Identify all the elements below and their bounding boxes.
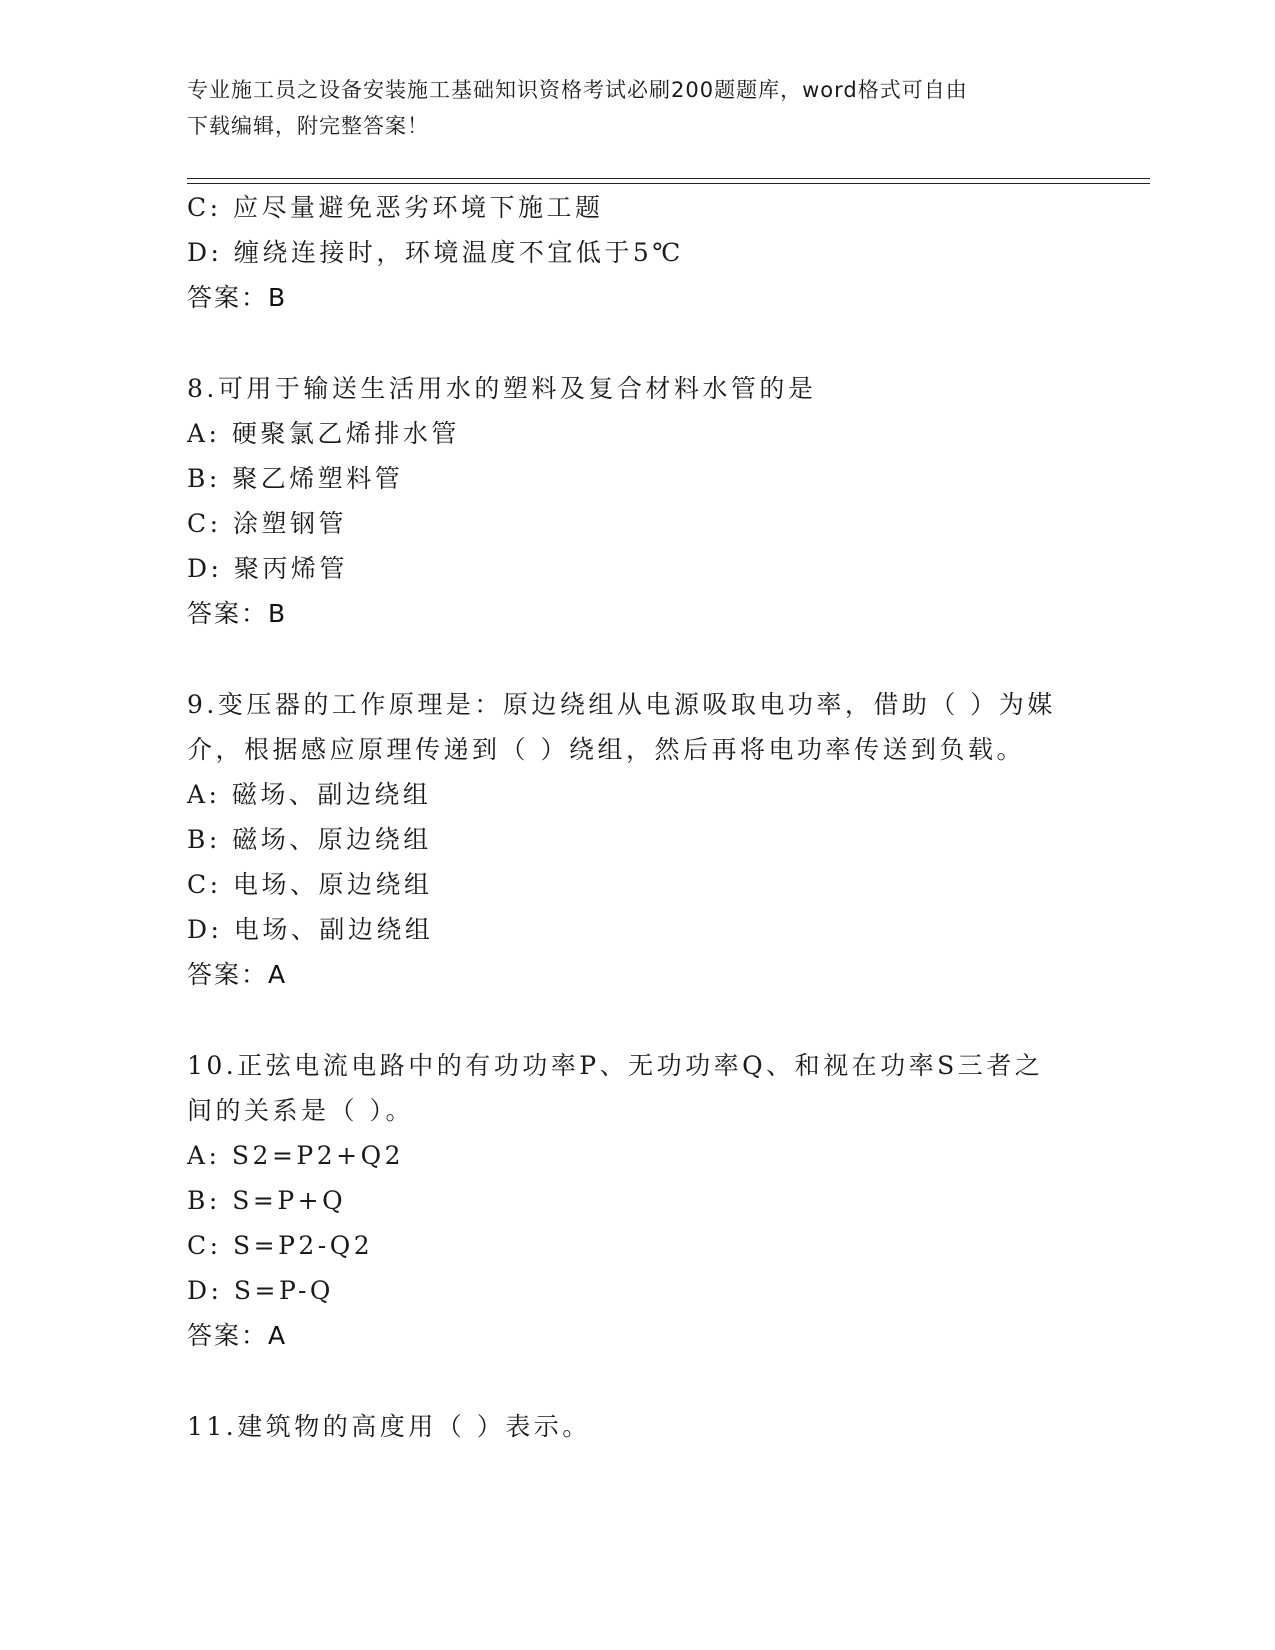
q8-question: 8.可用于输送生活用水的塑料及复合材料水管的是 bbox=[187, 374, 817, 403]
header-title-line-1: 专业施工员之设备安装施工基础知识资格考试必刷200题题库，word格式可自由 bbox=[187, 78, 968, 102]
q10-option-a: A: S2=P2+Q2 bbox=[187, 1141, 404, 1170]
q7-answer: 答案：B bbox=[187, 283, 288, 312]
q8-option-d: D: 聚丙烯管 bbox=[187, 554, 348, 583]
q8-option-a: A: 硬聚氯乙烯排水管 bbox=[187, 419, 460, 448]
q9-question-line-2: 介，根据感应原理传递到（ ）绕组，然后再将电功率传送到负载。 bbox=[187, 735, 1025, 764]
q8-answer: 答案：B bbox=[187, 599, 288, 628]
q7-option-d: D: 缠绕连接时，环境温度不宜低于5℃ bbox=[187, 238, 684, 267]
q9-answer: 答案：A bbox=[187, 960, 288, 989]
header-title-line-2: 下载编辑，附完整答案！ bbox=[187, 114, 429, 138]
q10-question-line-2: 间的关系是（ ）。 bbox=[187, 1096, 414, 1125]
q11-question: 11.建筑物的高度用（ ）表示。 bbox=[187, 1412, 591, 1441]
q10-option-b: B: S=P+Q bbox=[187, 1186, 347, 1215]
document-header bbox=[187, 72, 1087, 144]
q8-option-b: B: 聚乙烯塑料管 bbox=[187, 464, 404, 493]
q10-answer: 答案：A bbox=[187, 1321, 288, 1350]
q10-option-d: D: S=P-Q bbox=[187, 1276, 334, 1305]
q9-option-b: B: 磁场、原边绕组 bbox=[187, 825, 432, 854]
q9-option-d: D: 电场、副边绕组 bbox=[187, 915, 434, 944]
q10-option-c: C: S=P2-Q2 bbox=[187, 1231, 374, 1260]
header-divider-bottom bbox=[187, 183, 1150, 184]
q9-question-line-1: 9.变压器的工作原理是：原边绕组从电源吸取电功率，借助（ ）为媒 bbox=[187, 690, 1056, 719]
header-divider-top bbox=[187, 178, 1150, 179]
q9-option-a: A: 磁场、副边绕组 bbox=[187, 780, 432, 809]
q7-option-c: C: 应尽量避免恶劣环境下施工题 bbox=[187, 193, 604, 222]
q9-option-c: C: 电场、原边绕组 bbox=[187, 870, 433, 899]
q10-question-line-1: 10.正弦电流电路中的有功功率P、无功功率Q、和视在功率S三者之 bbox=[187, 1051, 1044, 1080]
q8-option-c: C: 涂塑钢管 bbox=[187, 509, 347, 538]
